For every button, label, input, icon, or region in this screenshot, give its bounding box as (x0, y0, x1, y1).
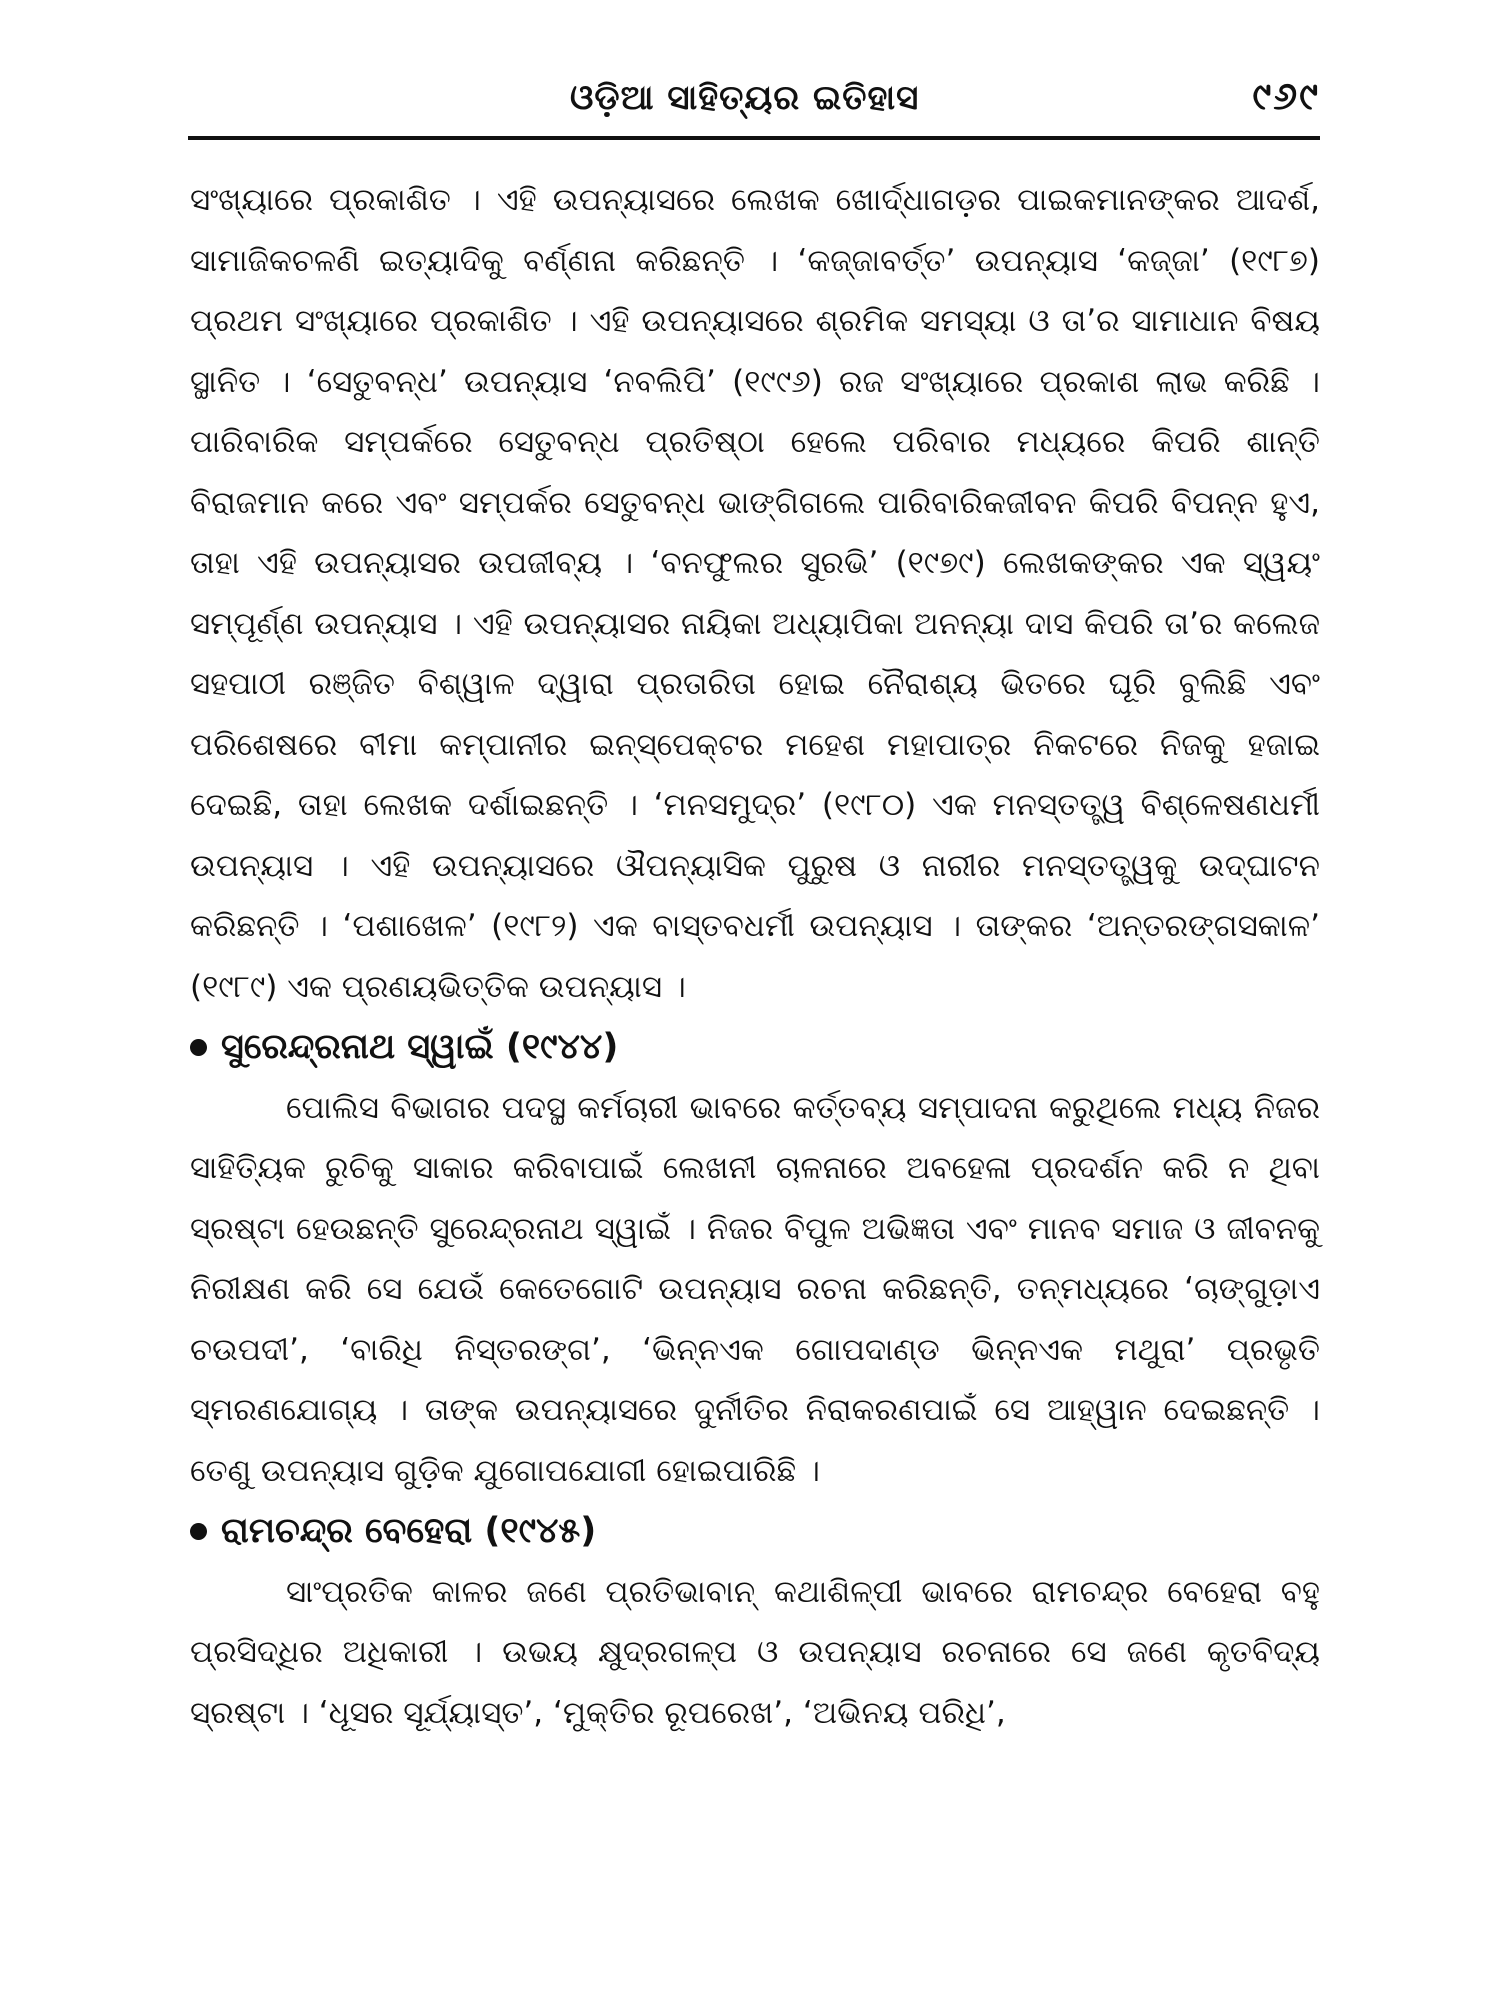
paragraph-3: ସାଂପ୍ରତିକ କାଳର ଜଣେ ପ୍ରତିଭାବାନ୍ କଥାଶିଳ୍ପୀ ଭାବରେ ରାମଚନ୍ଦ୍ର ବେହେରା ବହୁ ପ୍ରସିଦ୍ଧିର ଅଧିକାରୀ । ଉଭୟ କ୍ଷୁଦ୍ରଗଳ୍ପ ଓ ଉପନ୍ୟାସ ରଚନାରେ ସେ ଜଣେ କୃତବିଦ୍ୟ ସ୍ରଷ୍ଟା । ‘ଧୂସର ସୂର୍ଯ୍ୟାସ୍ତ’, ‘ମୁକ୍ତିର ରୂପରେଖ’, ‘ଅଭିନୟ ପରିଧି’, (190, 1573, 1320, 1731)
bullet-icon (190, 1523, 207, 1540)
section-heading-text: ସୁରେନ୍ଦ୍ରନାଥ ସ୍ୱାଇଁ (୧୯୪୪) (221, 1027, 619, 1067)
page-number: ୯୬୯ (1252, 74, 1320, 118)
running-title: ଓଡ଼ିଆ ସାହିତ୍ୟର ଇତିହାସ (570, 78, 920, 118)
header-rule (188, 136, 1320, 140)
section-heading-surendranath (190, 1017, 1320, 1078)
page-header (190, 70, 1320, 130)
paragraph-2: ପୋଲିସ ବିଭାଗର ପଦସ୍ଥ କର୍ମଚାରୀ ଭାବରେ କର୍ତ୍ତବ୍ୟ ସମ୍ପାଦନା କରୁଥିଲେ ମଧ୍ୟ ନିଜର ସାହିତ୍ୟିକ ରୁଚିକୁ ସାକାର କରିବାପାଇଁ ଲେଖନୀ ଚାଳନାରେ ଅବହେଳା ପ୍ରଦର୍ଶନ କରି ନ ଥିବା ସ୍ରଷ୍ଟା ହେଉଛନ୍ତି ସୁରେନ୍ଦ୍ରନାଥ ସ୍ୱାଇଁ । ନିଜର ବିପୁଳ ଅଭିଜ୍ଞତା ଏବଂ ମାନବ ସମାଜ ଓ ଜୀବନକୁ ନିରୀକ୍ଷଣ କରି ସେ ଯେଉଁ କେତେଗୋଟି ଉପନ୍ୟାସ ରଚନା କରିଛନ୍ତି, ତନ୍ମଧ୍ୟରେ ‘ଚାଙ୍ଗୁଡ଼ାଏ ଚଉପଦୀ’, ‘ବାରିଧି ନିସ୍ତରଙ୍ଗ’, ‘ଭିନ୍ନଏକ ଗୋପଦାଣ୍ଡ ଭିନ୍ନଏକ ମଥୁରା’ ପ୍ରଭୃତି ସ୍ମରଣଯୋଗ୍ୟ । ତାଙ୍କ ଉପନ୍ୟାସରେ ଦୁର୍ନୀତିର ନିରାକରଣପାଇଁ ସେ ଆହ୍ୱାନ ଦେଇଛନ୍ତି । ତେଣୁ ଉପନ୍ୟାସ ଗୁଡ଼ିକ ଯୁଗୋପଯୋଗୀ ହୋଇପାରିଛି । (190, 1089, 1320, 1489)
section-heading-ramachandra (190, 1501, 1320, 1562)
section-heading-text: ରାମଚନ୍ଦ୍ର ବେହେରା (୧୯୪୫) (221, 1511, 597, 1551)
bullet-icon (190, 1039, 207, 1056)
paragraph-1: ସଂଖ୍ୟାରେ ପ୍ରକାଶିତ । ଏହି ଉପନ୍ୟାସରେ ଲେଖକ ଖୋର୍ଦ୍ଧାଗଡ଼ର ପାଇକମାନଙ୍କର ଆଦର୍ଶ, ସାମାଜିକଚଳଣି ଇତ୍ୟାଦିକୁ ବର୍ଣ୍ଣନା କରିଛନ୍ତି । ‘କଜ୍ଜାବର୍ତ୍ତ’ ଉପନ୍ୟାସ ‘କଜ୍ଜା’ (୧୯୮୭) ପ୍ରଥମ ସଂଖ୍ୟାରେ ପ୍ରକାଶିତ । ଏହି ଉପନ୍ୟାସରେ ଶ୍ରମିକ ସମସ୍ୟା ଓ ତା’ର ସାମାଧାନ ବିଷୟ ସ୍ଥାନିତ । ‘ସେତୁବନ୍ଧ’ ଉପନ୍ୟାସ ‘ନବଲିପି’ (୧୯୯୬) ରଜ ସଂଖ୍ୟାରେ ପ୍ରକାଶ ଲାଭ କରିଛି । ପାରିବାରିକ ସମ୍ପର୍କରେ ସେତୁବନ୍ଧ ପ୍ରତିଷ୍ଠା ହେଲେ ପରିବାର ମଧ୍ୟରେ କିପରି ଶାନ୍ତି ବିରାଜମାନ କରେ ଏବଂ ସମ୍ପର୍କର ସେତୁବନ୍ଧ ଭାଙ୍ଗିଗଲେ ପାରିବାରିକଜୀବନ କିପରି ବିପନ୍ନ ହୁଏ, ତାହା ଏହି ଉପନ୍ୟାସର ଉପଜୀବ୍ୟ । ‘ବନଫୁଲର ସୁରଭି’ (୧୯୭୯) ଲେଖକଙ୍କର ଏକ ସ୍ୱୟଂ ସମ୍ପୂର୍ଣ୍ଣ ଉପନ୍ୟାସ । ଏହି ଉପନ୍ୟାସର ନାୟିକା ଅଧ୍ୟାପିକା ଅନନ୍ୟା ଦାସ କିପରି ତା’ର କଲେଜ ସହପାଠୀ ରଞ୍ଜିତ ବିଶ୍ୱାଳ ଦ୍ୱାରା ପ୍ରତାରିତା ହୋଇ ନୈରାଶ୍ୟ ଭିତରେ ଘୂରି ବୁଲିଛି ଏବଂ ପରିଶେଷରେ ବୀମା କମ୍ପାନୀର ଇନ୍‌ସ୍‌ପେକ୍ଟର ମହେଶ ମହାପାତ୍ର ନିକଟରେ ନିଜକୁ ହଜାଇ ଦେଇଛି, ତାହା ଲେଖକ ଦର୍ଶାଇଛନ୍ତି । ‘ମନସମୁଦ୍ର’ (୧୯୮୦) ଏକ ମନସ୍ତତ୍ତ୍ୱ ବିଶ୍ଳେଷଣଧର୍ମୀ ଉପନ୍ୟାସ । ଏହି ଉପନ୍ୟାସରେ ଔପନ୍ୟାସିକ ପୁରୁଷ ଓ ନାରୀର ମନସ୍ତତ୍ତ୍ୱକୁ ଉଦ୍‌ଘାଟନ କରିଛନ୍ତି । ‘ପଶାଖେଳ’ (୧୯୮୨) ଏକ ବାସ୍ତବଧର୍ମୀ ଉପନ୍ୟାସ । ତାଙ୍କର ‘ଅନ୍ତରଙ୍ଗସକାଳ’ (୧୯୮୯) ଏକ ପ୍ରଣୟଭିତ୍ତିକ ଉପନ୍ୟାସ । (190, 182, 1320, 1005)
body-text (190, 170, 1320, 1970)
